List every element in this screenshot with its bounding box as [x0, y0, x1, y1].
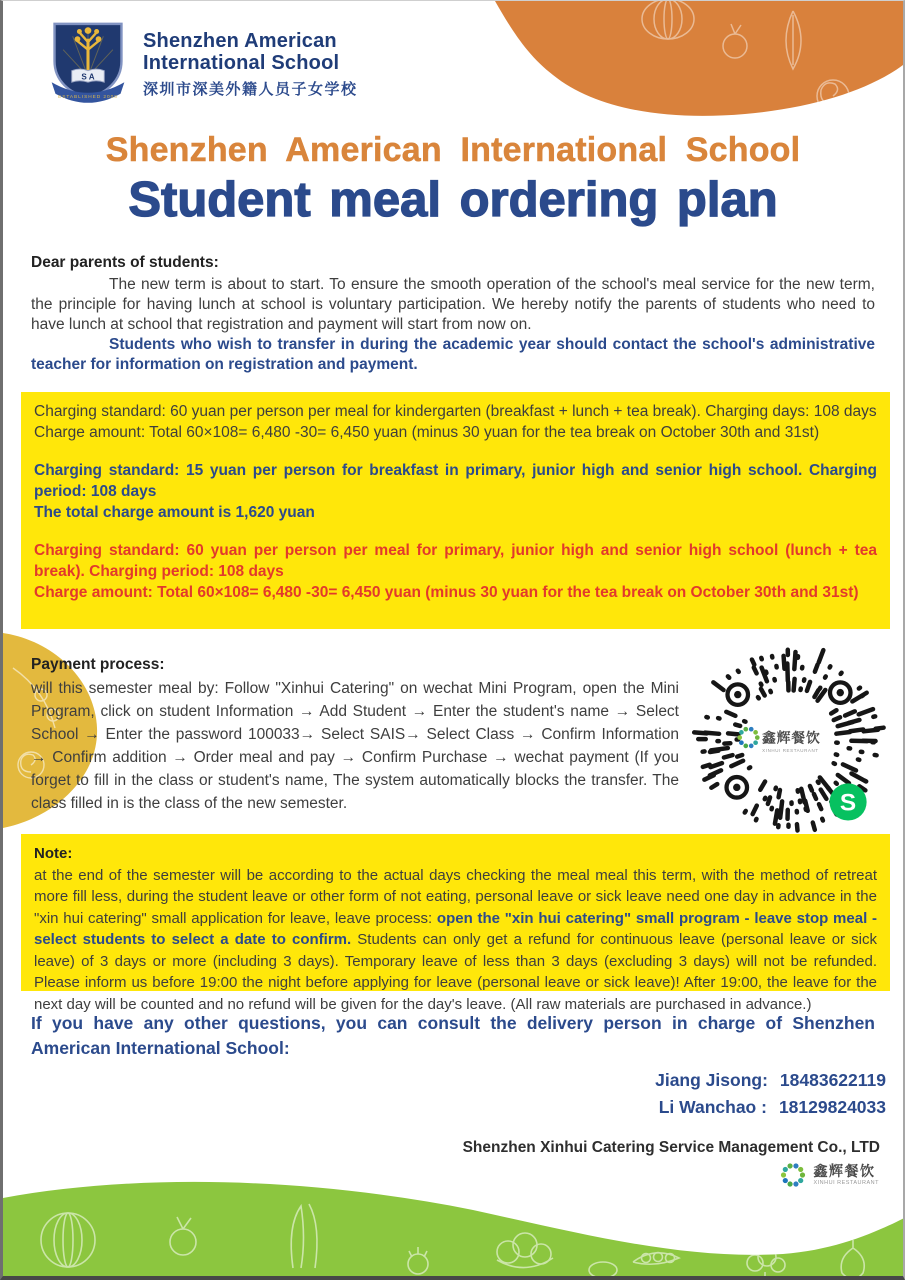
kindergarten-charge-line2: Charge amount: Total 60×108= 6,480 -30= 6,450 yuan (minus 30 yuan for the tea break on October 30th and 31st) — [34, 424, 820, 441]
contact-name: Jiang Jisong: — [655, 1070, 768, 1090]
crest-sa-text: S A — [81, 72, 95, 82]
transfer-paragraph: Students who wish to transfer in during the academic year should contact the school's administrative teacher for information on registration and payment. — [31, 336, 875, 373]
lunch-charge-line2: Charge amount: Total 60×108= 6,480 -30= 6,450 yuan (minus 30 yuan for the tea break on October 30th and 31st) — [34, 584, 859, 601]
note-seg2: open the "xin hui catering" small program - leave stop meal - select students to select a date to confirm. — [34, 909, 878, 948]
payment-process-body: will this semester meal by: Follow "Xinhui Catering" on wechat Mini Program, open the Mini Program, click on student Information → Add Student → Enter the student's name → Select School → Enter the password 100033→ Select SAIS→ Select Class → Confirm Information → Confirm addition → Order meal and pay → Confirm Purchase → wechat payment (If you forget to fill in the class or student's name, The system automatically blocks the transfer. The class filled in is the class of the new semester. — [31, 680, 679, 812]
breakfast-charge-line1: Charging standard: 15 yuan per person for breakfast in primary, junior high and senior high school. Charging period: 108 days — [34, 462, 877, 500]
contact-phone: 18129824033 — [778, 1097, 886, 1117]
school-logo-text — [143, 31, 358, 98]
school-title-heading: Shenzhen American International School — [105, 131, 801, 169]
company-name: Shenzhen Xinhui Catering Service Management Co., LTD — [462, 1139, 880, 1156]
contact-phone: 18483622119 — [779, 1070, 886, 1090]
payment-process-section — [31, 653, 679, 815]
crest-ribbon-text: ESTABLISHED 2000 — [58, 94, 118, 100]
school-crest-icon — [47, 21, 129, 109]
school-name-line1: Shenzhen American — [143, 30, 337, 53]
document-title: Student meal ordering plan — [128, 173, 778, 227]
contact-row — [655, 1067, 886, 1094]
note-seg1: at the end of the semester will be according to the actual days checking the meal meal this term, with the method of retreat more fill less, during the student leave or other form of not eating, personal leave or sick leave need one day in advance in the "xin hui catering" small application for leave, leave process: — [34, 866, 877, 927]
wechat-miniprogram-qr — [687, 637, 892, 842]
wechat-badge-glyph: S — [839, 789, 857, 817]
contacts-block — [655, 1067, 886, 1121]
kindergarten-charge-line1: Charging standard: 60 yuan per person per meal for kindergarten (breakfast + lunch + tea break). Charging days: 108 days — [34, 403, 877, 420]
lunch-charge-line1: Charging standard: 60 yuan per person per meal for primary, junior high and senior high school (lunch + tea break). Charging period: 108 days — [34, 542, 877, 580]
qr-center-subtitle: XINHUI RESTAURANT — [762, 748, 819, 754]
intro-section — [31, 253, 875, 375]
contact-name: Li Wanchao : — [658, 1097, 767, 1117]
salutation: Dear parents of students: — [31, 254, 219, 271]
school-name-line2: International School — [143, 51, 340, 74]
intro-paragraph: The new term is about to start. To ensure the smooth operation of the school's meal service for the new term, the principle for having lunch at school is voluntary participation. We hereby notify the parents of students who need to have lunch at school that registration and payment will start from now on. — [31, 276, 875, 333]
school-name-chinese: 深圳市深美外籍人员子女学校 — [143, 80, 358, 98]
breakfast-charge-line2: The total charge amount is 1,620 yuan — [34, 504, 315, 521]
xinhui-logo-name: 鑫辉餐饮 — [813, 1163, 876, 1180]
charging-standards-box — [21, 392, 890, 629]
qr-code — [687, 637, 892, 842]
contact-row — [655, 1094, 886, 1121]
note-box — [21, 834, 890, 1013]
xinhui-logo-subtitle: XINHUI RESTAURANT — [813, 1179, 879, 1186]
payment-process-heading: Payment process: — [31, 656, 165, 673]
school-logo — [47, 21, 358, 109]
note-heading: Note: — [34, 845, 73, 862]
questions-paragraph: If you have any other questions, you can consult the delivery person in charge of Shenzhen American International School: — [31, 1013, 875, 1058]
qr-center-name: 鑫辉餐饮 — [762, 730, 821, 746]
vegetable-pattern-orange-blob — [483, 1, 903, 126]
note-body — [34, 865, 877, 1016]
vegetable-pattern-green-footer — [3, 1168, 905, 1276]
note-seg3: Students can only get a refund for continuous leave (personal leave or sick leave) of 3 days or more (including 3 days). Temporary leave of less than 3 days (excluding 3 days) will not be refunded. Please inform us before 19:00 the night before applying for leave (personal leave or sick leave)! After 19:00, the leave for the next day will be counted and no refund will be given for the day's leave. (All raw materials are purchased in advance.) — [34, 931, 878, 1013]
